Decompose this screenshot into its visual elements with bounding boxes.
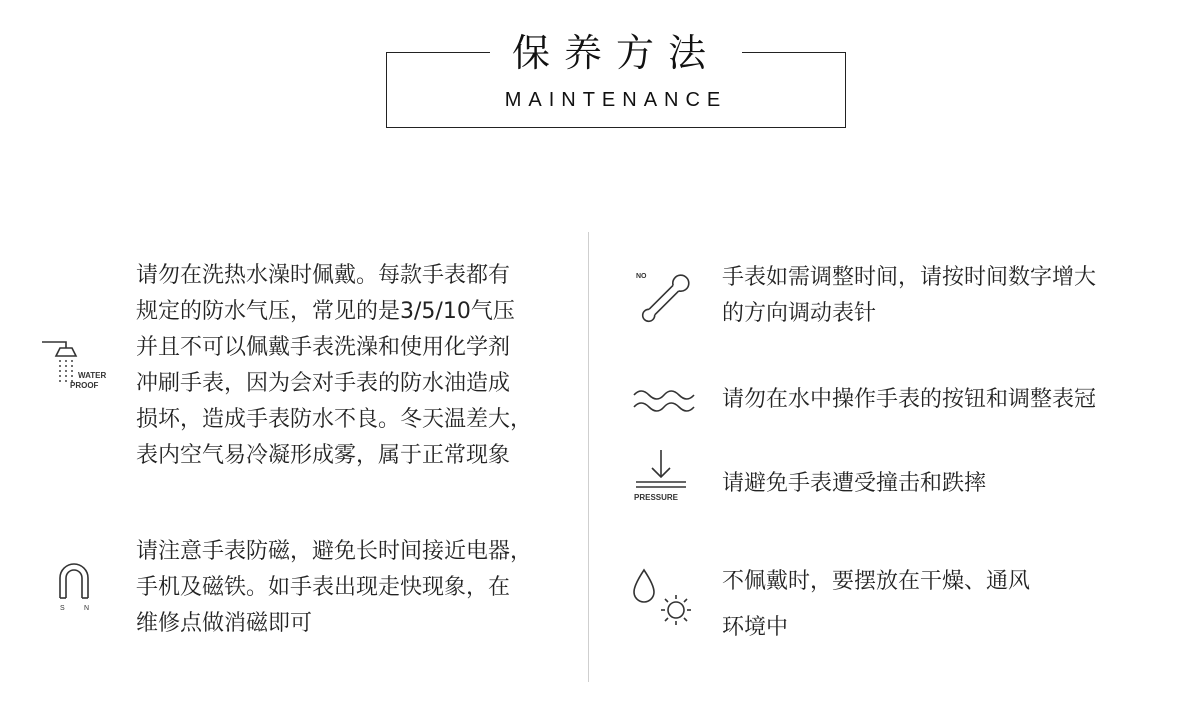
wrench-icon: [634, 268, 694, 326]
svg-text:WATER: WATER: [78, 371, 107, 380]
adjust-time-text: [722, 260, 1096, 332]
title-chinese: 保养方法: [490, 29, 742, 77]
water-proof-text: [136, 258, 532, 474]
svg-text:PROOF: PROOF: [70, 381, 99, 390]
text-line: 请注意手表防磁，避免长时间接近电器，: [136, 539, 533, 564]
drop-sun-icon: [630, 562, 696, 632]
magnet-icon: [54, 556, 104, 614]
text-line: 规定的防水气压，常见的是3/5/10气压: [136, 299, 515, 324]
water-waves-icon: [632, 385, 696, 415]
storage-text: [722, 564, 1030, 646]
text-line: 手表如需调整时间，请按时间数字增大: [722, 265, 1097, 290]
text-line: 维修点做消磁即可: [136, 611, 313, 636]
svg-text:N: N: [84, 605, 90, 612]
svg-text:NO: NO: [636, 273, 647, 280]
shower-water-proof-icon: [40, 336, 110, 396]
text-line: 手机及磁铁。如手表出现走快现象，在: [136, 575, 511, 600]
text-line: 环境中: [722, 615, 789, 640]
vertical-divider: [588, 232, 589, 682]
pressure-text: [722, 466, 986, 502]
text-line: 表内空气易冷凝形成雾，属于正常现象: [136, 443, 511, 468]
text-line: 请勿在水中操作手表的按钮和调整表冠: [722, 387, 1097, 412]
magnet-text: [136, 534, 532, 642]
title-english: MAINTENANCE: [504, 89, 728, 111]
text-line: 的方向调动表针: [722, 301, 877, 326]
text-line: 并且不可以佩戴手表洗澡和使用化学剂: [136, 335, 511, 360]
svg-text:PRESSURE: PRESSURE: [634, 493, 679, 502]
text-line: 请避免手表遭受撞击和跌摔: [722, 471, 987, 496]
water-buttons-text: [722, 382, 1096, 418]
text-line: 请勿在洗热水澡时佩戴。每款手表都有: [136, 263, 511, 288]
pressure-icon: [628, 446, 694, 506]
text-line: 损坏，造成手表防水不良。冬天温差大，: [136, 407, 533, 432]
text-line: 不佩戴时，要摆放在干燥、通风: [722, 569, 1031, 594]
text-line: 冲刷手表，因为会对手表的防水油造成: [136, 371, 511, 396]
svg-text:S: S: [60, 605, 65, 612]
title-box: [386, 31, 846, 128]
